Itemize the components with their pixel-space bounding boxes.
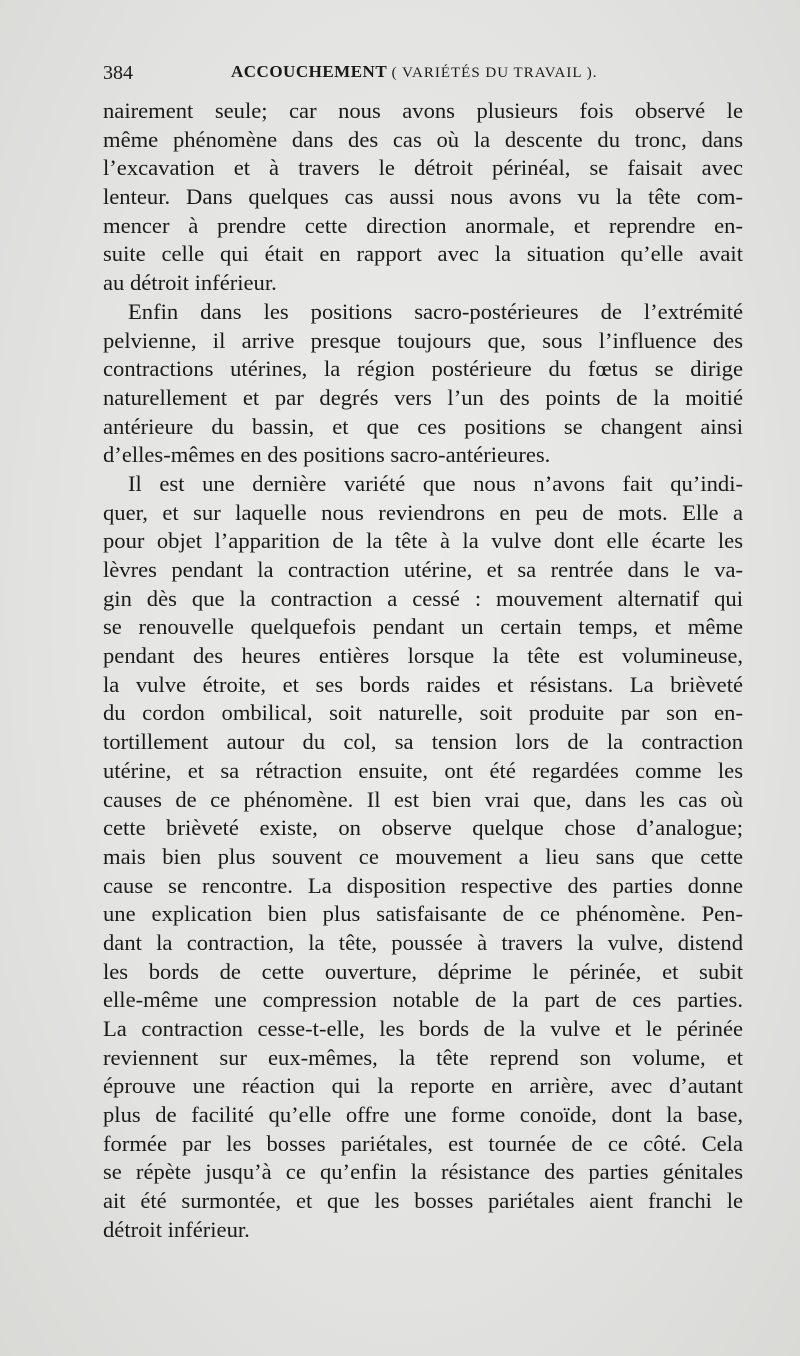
- text-line: dant la contraction, la tête, poussée à travers la vulve, distend: [103, 929, 743, 955]
- text-line: la vulve étroite, et ses bords raides et résistans. La brièveté: [103, 671, 743, 697]
- text-line: suite celle qui était en rapport avec la situation qu’elle avait: [103, 241, 743, 267]
- text-line: se répète jusqu’à ce qu’enfin la résistance des parties génitales: [103, 1159, 743, 1185]
- running-title-main: ACCOUCHEMENT: [231, 62, 387, 81]
- text-line: antérieure du bassin, et que ces positions se changent ainsi: [103, 413, 743, 439]
- paragraph: [103, 97, 743, 298]
- text-line: formée par les bosses pariétales, est tournée de ce côté. Cela: [103, 1130, 743, 1156]
- text-line: utérine, et sa rétraction ensuite, ont été regardées comme les: [103, 757, 743, 783]
- text-line: les bords de cette ouverture, déprime le périnée, et subit: [103, 958, 743, 984]
- paragraph: [103, 470, 743, 1245]
- text-line: lenteur. Dans quelques cas aussi nous avons vu la tête com-: [103, 184, 743, 210]
- text-line: Enfin dans les positions sacro-postérieures de l’extrémité: [128, 298, 743, 324]
- text-line: d’elles-mêmes en des positions sacro-antérieures.: [103, 442, 551, 468]
- text-line: éprouve une réaction qui la reporte en arrière, avec d’autant: [103, 1073, 743, 1099]
- text-line: causes de ce phénomène. Il est bien vrai que, dans les cas où: [103, 786, 743, 812]
- paragraph: [103, 298, 743, 470]
- text-line: ait été surmontée, et que les bosses pariétales aient franchi le: [103, 1188, 743, 1214]
- body-text: [103, 97, 743, 1245]
- text-line: lèvres pendant la contraction utérine, et sa rentrée dans le va-: [103, 557, 743, 582]
- text-line: l’excavation et à travers le détroit périnéal, se faisait avec: [103, 155, 743, 181]
- text-line: cause se rencontre. La disposition respective des parties donne: [103, 872, 743, 898]
- text-line: plus de facilité qu’elle offre une forme conoïde, dont la base,: [103, 1102, 743, 1128]
- text-line: se renouvelle quelquefois pendant un certain temps, et même: [103, 614, 743, 640]
- page-number: 384: [103, 62, 133, 84]
- running-title: [231, 62, 597, 82]
- running-title-sub: ( VARIÉTÉS DU TRAVAIL ).: [391, 65, 598, 81]
- text-line: nairement seule; car nous avons plusieurs fois observé le: [103, 98, 743, 123]
- text-line: quer, et sur laquelle nous reviendrons en peu de mots. Elle a: [103, 499, 743, 525]
- text-line: pelvienne, il arrive presque toujours que, sous l’influence des: [103, 327, 743, 353]
- text-line: mencer à prendre cette direction anormale, et reprendre en-: [103, 212, 743, 238]
- text-line: du cordon ombilical, soit naturelle, soit produite par son en-: [103, 700, 743, 726]
- text-line: détroit inférieur.: [103, 1216, 250, 1242]
- text-line: gin dès que la contraction a cessé : mouvement alternatif qui: [103, 585, 743, 611]
- text-line: elle-même une compression notable de la part de ces parties.: [103, 987, 743, 1013]
- running-header: [103, 62, 743, 92]
- text-line: reviennent sur eux-mêmes, la tête reprend son volume, et: [103, 1044, 743, 1070]
- text-line: une explication bien plus satisfaisante de ce phénomène. Pen-: [103, 901, 743, 927]
- text-line: naturellement et par degrés vers l’un des points de la moitié: [103, 384, 743, 410]
- text-line: mais bien plus souvent ce mouvement a lieu sans que cette: [103, 843, 743, 869]
- text-line: même phénomène dans des cas où la descente du tronc, dans: [103, 126, 743, 152]
- text-line: cette brièveté existe, on observe quelque chose d’analogue;: [103, 815, 743, 841]
- text-line: pendant des heures entières lorsque la tête est volumineuse,: [103, 643, 743, 669]
- text-line: contractions utérines, la région postérieure du fœtus se dirige: [103, 356, 743, 382]
- text-line: pour objet l’apparition de la tête à la vulve dont elle écarte les: [103, 528, 743, 554]
- text-line: tortillement autour du col, sa tension lors de la contraction: [103, 729, 743, 755]
- text-line: Il est une dernière variété que nous n’avons fait qu’indi-: [128, 470, 743, 496]
- text-line: au détroit inférieur.: [103, 270, 277, 296]
- text-line: La contraction cesse-t-elle, les bords de la vulve et le périnée: [103, 1016, 743, 1041]
